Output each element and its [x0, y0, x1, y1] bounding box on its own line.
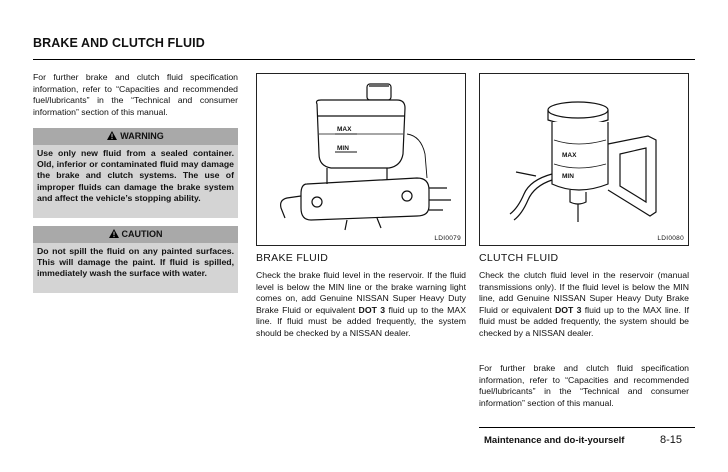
warning-text: Use only new fluid from a sealed container. Old, inferior or contaminated fluid may damage the brake and clutch systems. The use of improper fluids can damage the brake system and affect the vehicle’s stopping ability. [33, 145, 238, 218]
warning-title: WARNING [120, 131, 164, 141]
title-rule [33, 59, 695, 60]
brake-fluid-text-2: fluid up to the MAX line. If fluid must be added frequently, the system should be checked by a NISSAN dealer. [256, 304, 466, 338]
warning-header [33, 128, 238, 145]
clutch-reservoir-illustration [480, 74, 688, 234]
clutch-fluid-note: For further brake and clutch fluid specification information, refer to “Capacities and recommended fuel/lubricants” in the “Technical and consumer information” section of this manual. [479, 363, 689, 408]
clutch-fluid-text-2: fluid up to the MAX line. If fluid must be added frequently, the system should be checked by a NISSAN dealer. [479, 304, 689, 338]
brake-fluid-paragraph [256, 270, 466, 340]
brake-max-label: MAX [337, 126, 352, 133]
brake-fluid-text-1: Check the brake fluid level in the reservoir. If the fluid level is below the MIN line or the brake warning light comes on, add Genuine NISSAN Super Heavy Duty Brake Fluid or equivalent [256, 270, 466, 315]
page-number: 8-15 [660, 434, 683, 446]
brake-min-label: MIN [337, 145, 349, 152]
brake-master-cylinder-illustration [257, 74, 465, 234]
warning-triangle-icon [107, 129, 117, 146]
clutch-fluid-dot3: DOT 3 [555, 304, 582, 315]
caution-triangle-icon [109, 227, 119, 244]
clutch-fluid-title: CLUTCH FLUID [479, 252, 559, 264]
caution-box [33, 226, 238, 293]
footer-rule [479, 427, 695, 428]
clutch-max-label: MAX [562, 152, 577, 159]
caution-text: Do not spill the fluid on any painted surfaces. This will damage the paint. If fluid is spilled, immediately wash the surface with water. [33, 243, 238, 293]
brake-fluid-title: BRAKE FLUID [256, 252, 329, 264]
brake-reservoir-figure [256, 73, 466, 246]
caution-title: CAUTION [121, 229, 163, 239]
section-title: BRAKE AND CLUTCH FLUID [33, 36, 205, 50]
brake-figure-code: LDI0079 [434, 235, 461, 242]
brake-fluid-dot3: DOT 3 [358, 304, 386, 315]
clutch-fluid-text-1: Check the clutch fluid level in the reservoir (manual transmissions only). If the fluid level is below the MIN line, add Genuine NISSAN Super Heavy Duty Brake Fluid or equivalent [479, 270, 689, 315]
intro-paragraph: For further brake and clutch fluid specification information, refer to “Capacities and recommended fuel/lubricants” in the “Technical and consumer information” section of this manual. [33, 72, 238, 117]
warning-box [33, 128, 238, 218]
clutch-figure-code: LDI0080 [657, 235, 684, 242]
clutch-min-label: MIN [562, 173, 574, 180]
caution-header [33, 226, 238, 243]
clutch-fluid-paragraph [479, 270, 689, 340]
clutch-reservoir-figure [479, 73, 689, 246]
footer-chapter: Maintenance and do-it-yourself [484, 435, 625, 446]
